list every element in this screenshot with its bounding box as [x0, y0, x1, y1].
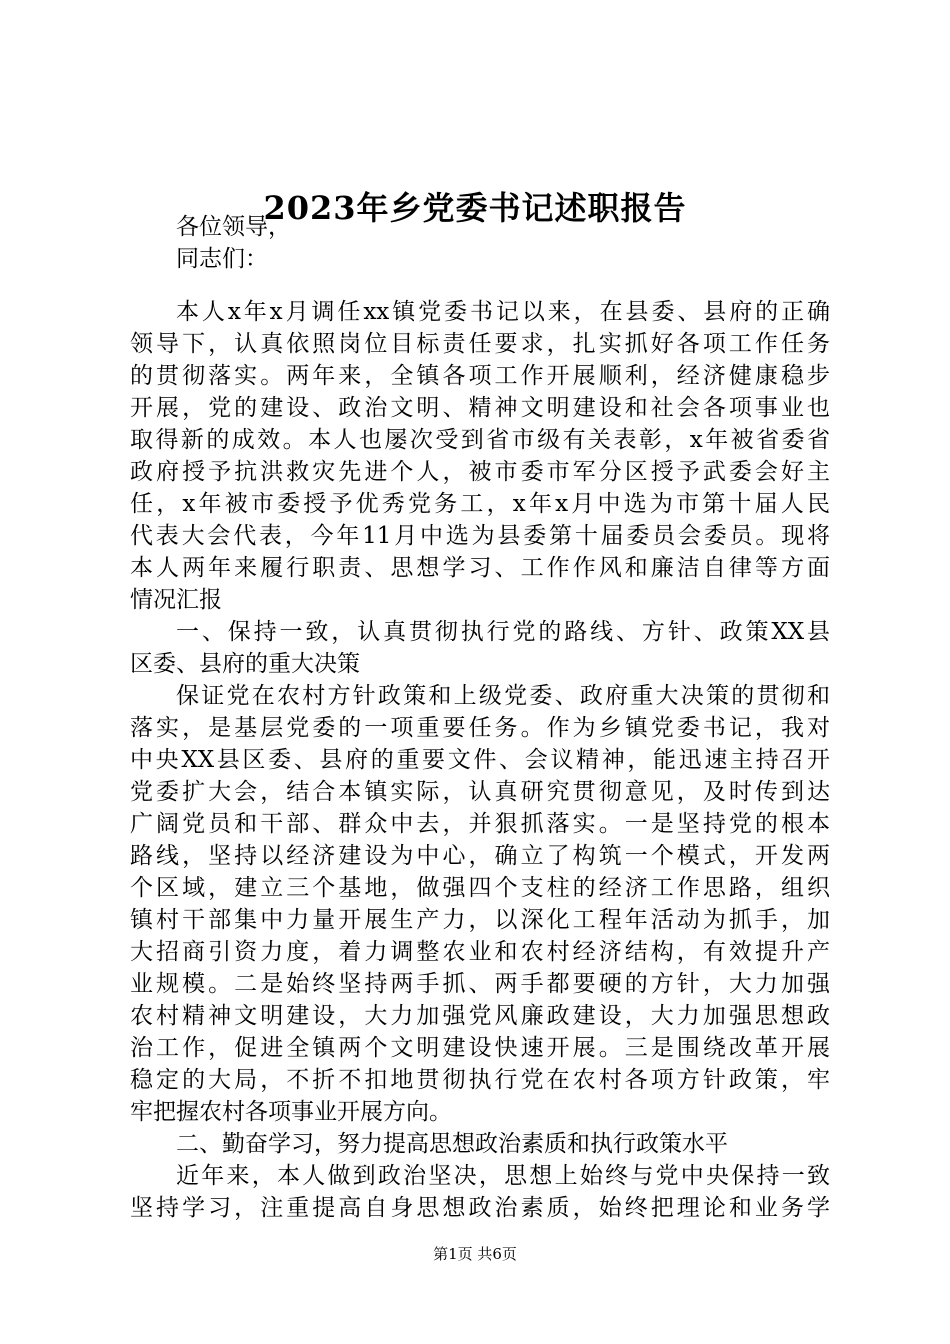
body-text-line: 保证党在农村方针政策和上级党委、政府重大决策的贯彻和 [176, 683, 830, 709]
body-text-line: 情况汇报 [130, 587, 222, 613]
body-text-line: 落实，是基层党委的一项重要任务。作为乡镇党委书记，我对 [130, 715, 830, 741]
body-text-line: 本人两年来履行职责、思想学习、工作作风和廉洁自律等方面 [130, 555, 830, 581]
body-text-line: 领导下，认真依照岗位目标责任要求，扎实抓好各项工作任务 [130, 331, 830, 357]
body-text-line: 镇村干部集中力量开展生产力，以深化工程年活动为抓手，加 [130, 907, 830, 933]
body-text-line: 治工作，促进全镇两个文明建设快速开展。三是围绕改革开展 [130, 1035, 830, 1061]
section-heading-line: 二、勤奋学习，努力提高思想政治素质和执行政策水平 [176, 1131, 728, 1157]
body-text-line: 路线，坚持以经济建设为中心，确立了构筑一个模式，开发两 [130, 843, 830, 869]
body-text-line: 坚持学习，注重提高自身思想政治素质，始终把理论和业务学 [130, 1195, 830, 1221]
body-text-line: 牢把握农村各项事业开展方向。 [130, 1099, 452, 1125]
salutation-line: 各位领导， [176, 214, 291, 240]
body-text-line: 取得新的成效。本人也屡次受到省市级有关表彰，x年被省委省 [130, 427, 830, 453]
body-text-line: 中央XX县区委、县府的重要文件、会议精神，能迅速主持召开 [130, 747, 830, 773]
body-text-line: 代表大会代表，今年11月中选为县委第十届委员会委员。现将 [130, 523, 830, 549]
body-text-line: 个区域，建立三个基地，做强四个支柱的经济工作思路，组织 [130, 875, 830, 901]
body-text-line: 党委扩大会，结合本镇实际，认真研究贯彻意见，及时传到达 [130, 779, 830, 805]
salutation-line: 同志们： [176, 246, 268, 272]
body-text-line: 政府授予抗洪救灾先进个人，被市委市军分区授予武委会好主 [130, 459, 830, 485]
body-text-line: 本人x年x月调任xx镇党委书记以来，在县委、县府的正确 [176, 299, 830, 325]
body-text-line: 业规模。二是始终坚持两手抓、两手都要硬的方针，大力加强 [130, 971, 830, 997]
body-text-line: 广阔党员和干部、群众中去，并狠抓落实。一是坚持党的根本 [130, 811, 830, 837]
section-heading-line: 区委、县府的重大决策 [130, 651, 360, 677]
body-text-line: 近年来，本人做到政治坚决，思想上始终与党中央保持一致 [176, 1163, 830, 1189]
body-text-line: 任，x年被市委授予优秀党务工，x年x月中选为市第十届人民 [130, 491, 830, 517]
body-text-line: 农村精神文明建设，大力加强党风廉政建设，大力加强思想政 [130, 1003, 830, 1029]
page-footer: 第1页 共6页 [433, 1245, 517, 1263]
section-heading-line: 一、保持一致，认真贯彻执行党的路线、方针、政策XX县 [176, 619, 830, 645]
body-text-line: 开展，党的建设、政治文明、精神文明建设和社会各项事业也 [130, 395, 830, 421]
body-text-line: 大招商引资力度，着力调整农业和农村经济结构，有效提升产 [130, 939, 830, 965]
body-text-line: 稳定的大局，不折不扣地贯彻执行党在农村各项方针政策，牢 [130, 1067, 830, 1093]
body-text-line: 的贯彻落实。两年来，全镇各项工作开展顺利，经济健康稳步 [130, 363, 830, 389]
document-title: 2023年乡党委书记述职报告 [263, 189, 687, 227]
